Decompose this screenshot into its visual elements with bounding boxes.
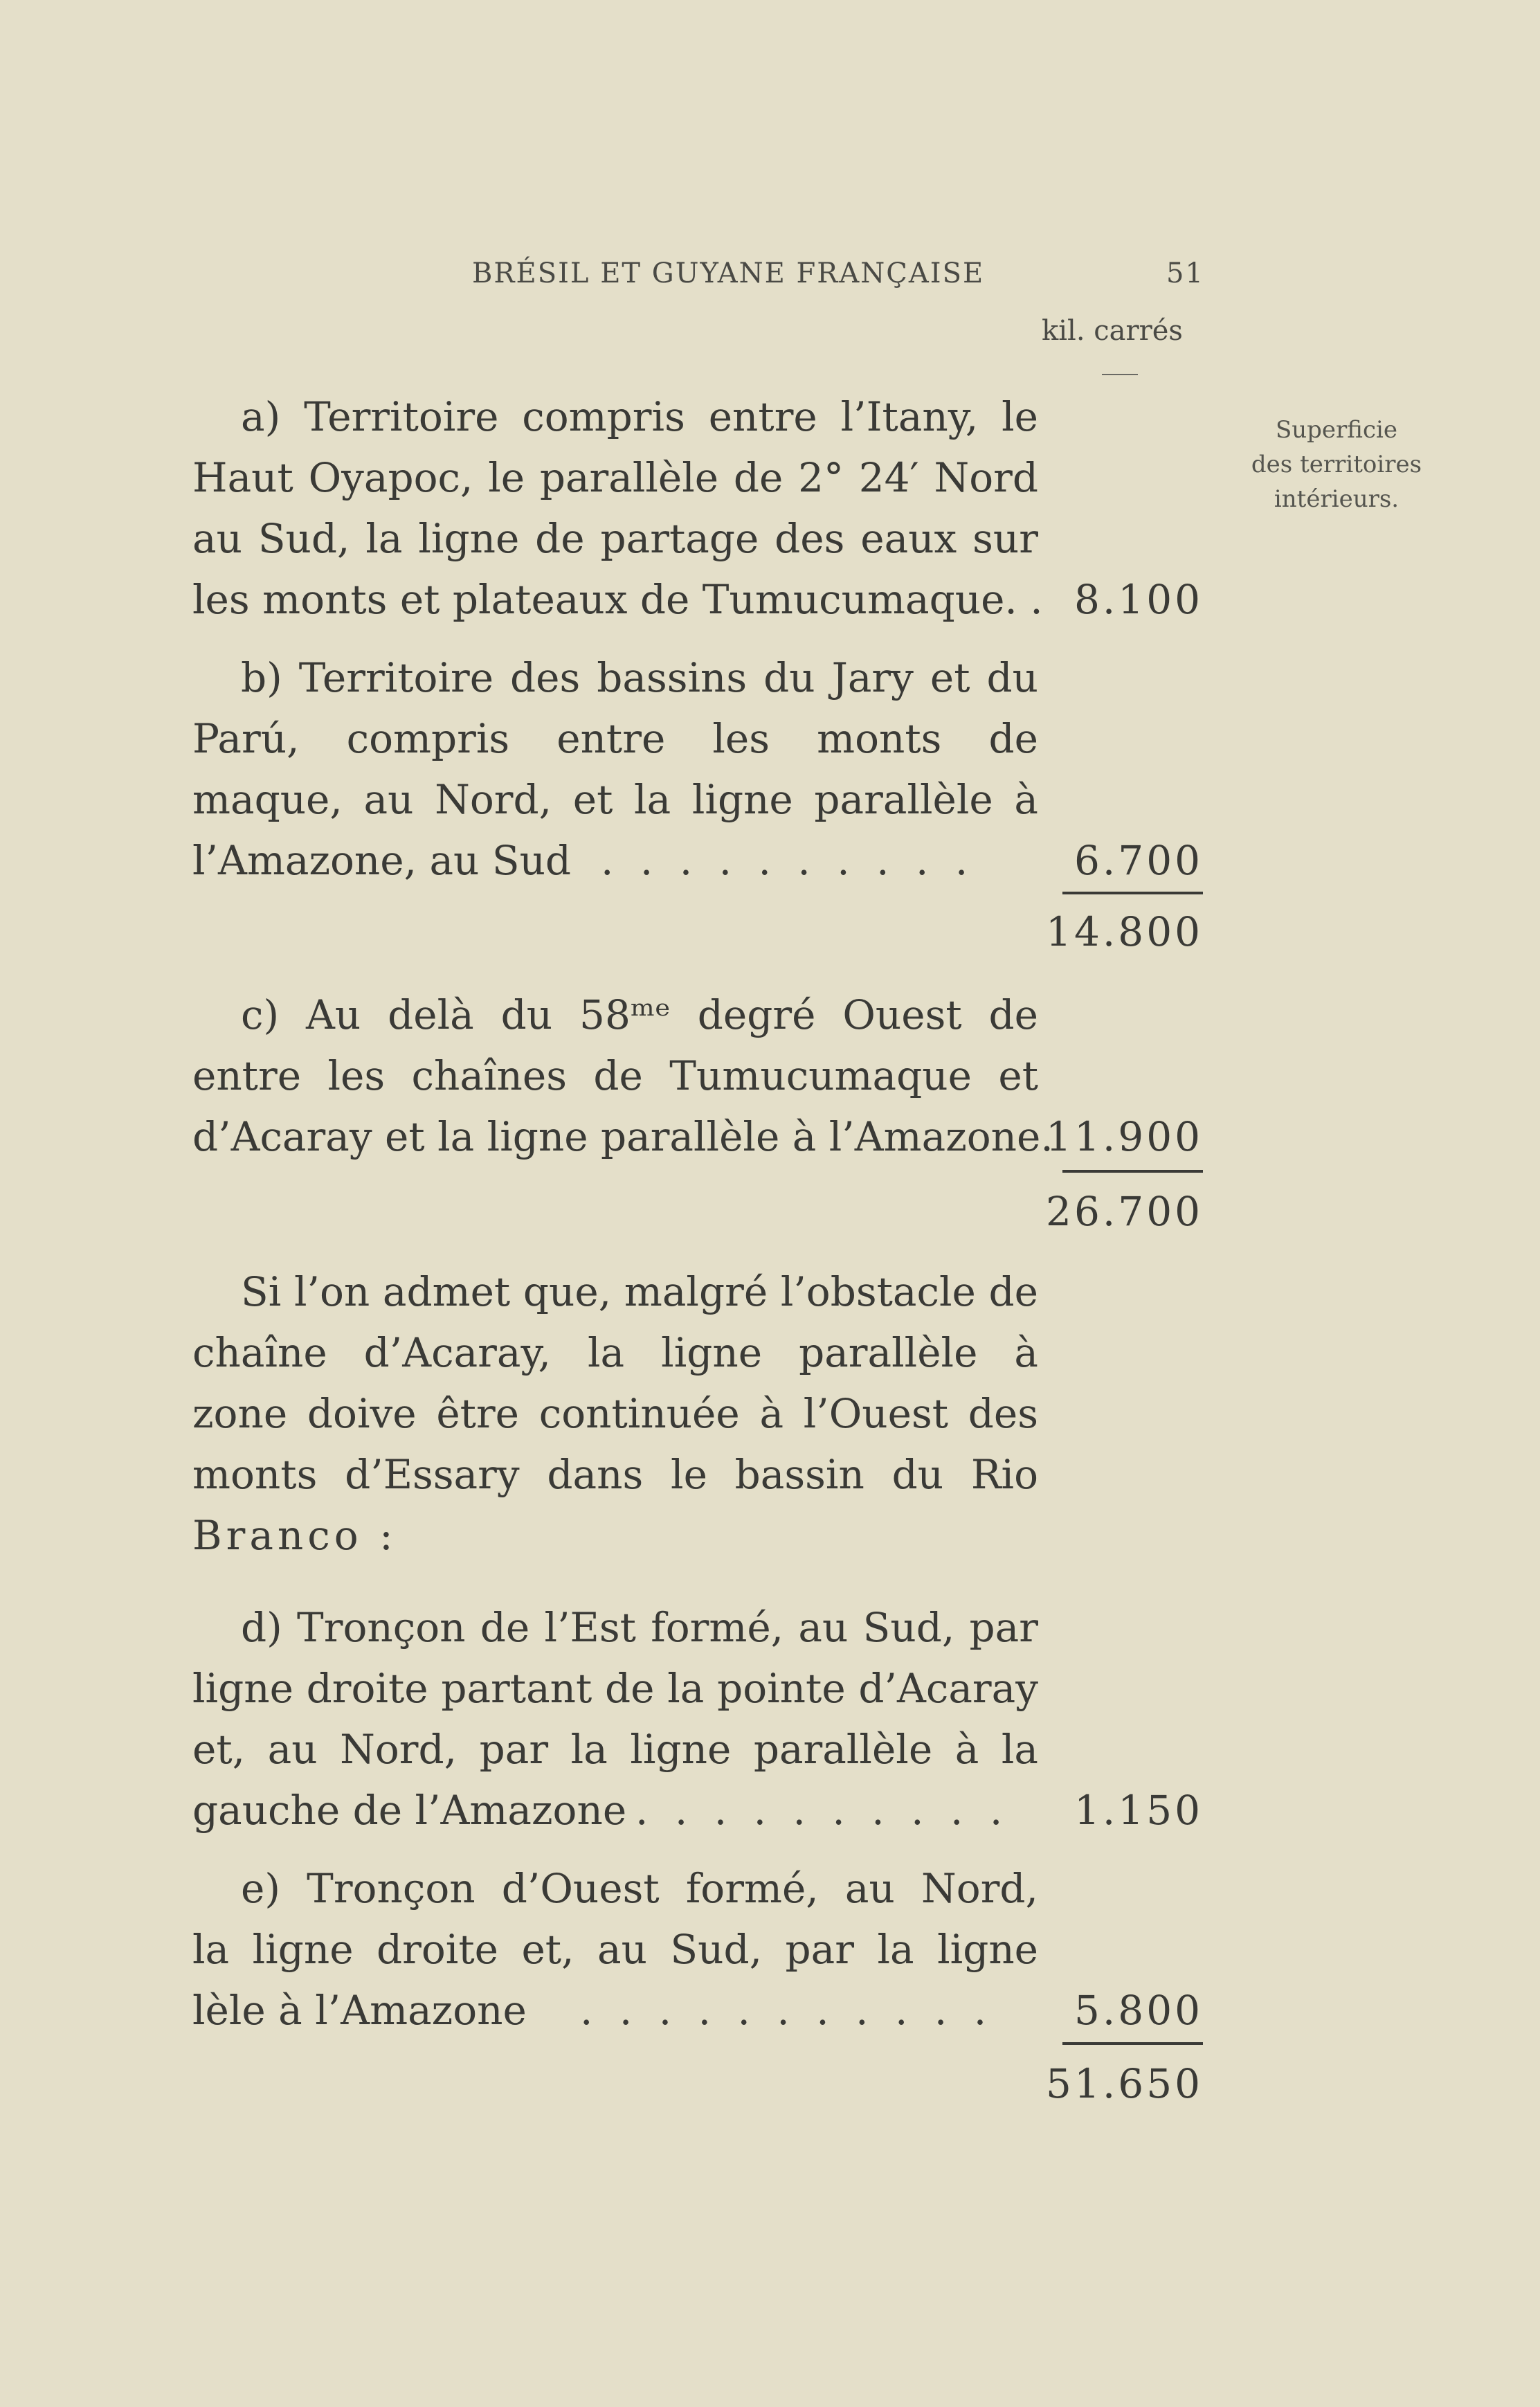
running-header: BRÉSIL ET GUYANE FRANÇAISE — [472, 258, 985, 289]
grand-total: 51.650 — [1046, 2060, 1203, 2107]
paragraph-line: chaîne d’Acaray, la ligne parallèle à — [192, 1329, 1038, 1376]
text-line — [192, 508, 1203, 569]
value-b: 6.700 — [1074, 837, 1203, 884]
item-d-line: d) Tronçon de l’Est formé, au Sud, par — [241, 1604, 1038, 1651]
item-b-line: l’Amazone, au Sud — [192, 837, 572, 884]
text-line — [192, 1780, 1203, 1841]
text-line — [192, 1322, 1203, 1383]
sum-rule — [1062, 892, 1203, 894]
item-c-line: d’Acaray et la ligne parallèle à l’Amazone. — [192, 1113, 1053, 1160]
leader-dots: . . . . . . . . . . — [635, 1787, 1010, 1834]
text-line — [192, 1858, 1203, 1919]
item-c-line: entre les chaînes de Tumucumaque et — [192, 1052, 1038, 1099]
value-d: 1.150 — [1074, 1787, 1203, 1834]
text-line — [192, 386, 1203, 447]
value-e: 5.800 — [1074, 1987, 1203, 2034]
sum-rule — [1062, 1170, 1203, 1173]
margin-note-line: intérieurs. — [1274, 485, 1399, 513]
paragraph-line: Si l’on admet que, malgré l’obstacle de — [241, 1268, 1038, 1315]
margin-note — [1226, 413, 1447, 516]
value-c: 11.900 — [1046, 1113, 1203, 1160]
item-b-line: maque, au Nord, et la ligne parallèle à — [192, 776, 1038, 823]
item-d-line: et, au Nord, par la ligne parallèle à la — [192, 1726, 1038, 1773]
text-line — [192, 447, 1203, 508]
text-line — [192, 1919, 1203, 1980]
text-line — [192, 901, 1203, 962]
column-header: kil. carrés — [1042, 315, 1183, 347]
value-a: 8.100 — [1074, 576, 1203, 623]
text-line — [192, 984, 1203, 1045]
text-line — [192, 647, 1203, 708]
paragraph-line: Branco : — [192, 1512, 397, 1559]
text-line — [192, 1505, 1203, 1566]
subtotal-ab: 14.800 — [1046, 908, 1203, 955]
paragraph-line: monts d’Essary dans le bassin du Rio — [192, 1451, 1038, 1498]
text-line — [192, 1444, 1203, 1505]
text-line — [192, 1719, 1203, 1780]
text-line — [192, 830, 1203, 891]
item-a-line: Haut Oyapoc, le parallèle de 2° 24′ Nord — [192, 454, 1038, 501]
subtotal-abc: 26.700 — [1046, 1188, 1203, 1235]
item-a-line: les monts et plateaux de Tumucumaque. . — [192, 576, 1043, 623]
text-line — [192, 1597, 1203, 1658]
text-line — [192, 1106, 1203, 1167]
margin-note-line: Superficie — [1275, 416, 1398, 444]
leader-dots: . . . . . . . . . . — [601, 837, 975, 884]
text-line — [192, 1181, 1203, 1242]
paragraph-line: zone doive être continuée à l’Ouest des — [192, 1390, 1038, 1437]
text-line — [192, 1980, 1203, 2041]
item-c-line: c) Au delà du 58ᵐᵉ degré Ouest de — [241, 991, 1038, 1038]
sum-rule — [1062, 2042, 1203, 2045]
item-b-line: Parú, compris entre les monts de — [192, 715, 1038, 762]
leader-dots: . . . . . . . . . . . — [580, 1987, 994, 2034]
text-line — [192, 2053, 1203, 2114]
margin-note-line: des territoires — [1251, 451, 1422, 478]
text-line — [192, 1383, 1203, 1444]
text-line — [192, 569, 1203, 630]
text-line — [192, 708, 1203, 769]
item-d-line: ligne droite partant de la pointe d’Acaray — [192, 1665, 1038, 1712]
item-a-line: au Sud, la ligne de partage des eaux sur — [192, 515, 1038, 562]
text-line — [192, 769, 1203, 830]
text-line — [192, 1045, 1203, 1106]
page-number: 51 — [1166, 258, 1204, 289]
item-e-line: la ligne droite et, au Sud, par la ligne — [192, 1926, 1038, 1973]
item-e-line: e) Tronçon d’Ouest formé, au Nord, — [241, 1865, 1038, 1912]
text-line — [192, 1658, 1203, 1719]
item-a-line: a) Territoire compris entre l’Itany, le — [241, 393, 1038, 440]
item-d-line: gauche de l’Amazone — [192, 1787, 627, 1834]
item-e-line: lèle à l’Amazone — [192, 1987, 527, 2034]
item-b-line: b) Territoire des bassins du Jary et du — [241, 654, 1038, 701]
column-header-dash — [1102, 374, 1138, 375]
text-line — [192, 1261, 1203, 1322]
